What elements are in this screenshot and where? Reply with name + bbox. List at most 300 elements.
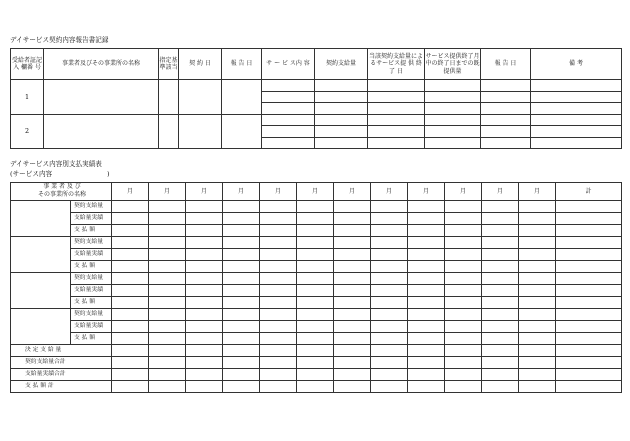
payment-row (11, 285, 622, 297)
cell[interactable] (481, 91, 531, 103)
cell[interactable] (112, 285, 149, 297)
cell[interactable] (556, 345, 622, 357)
cell[interactable] (371, 309, 408, 321)
cell[interactable] (334, 201, 371, 213)
section2-title: デイサービス内容別支払実績表 (10, 160, 102, 168)
row-label: 支 払 額 (71, 297, 112, 309)
cell[interactable] (112, 357, 149, 369)
cell[interactable] (260, 309, 297, 321)
cell[interactable] (371, 273, 408, 285)
header-service-content: サ ー ビ ス内 容 (262, 49, 315, 80)
cell[interactable] (260, 273, 297, 285)
cell[interactable] (297, 345, 334, 357)
header-contract-date: 契 約 日 (179, 49, 222, 80)
cell[interactable] (556, 297, 622, 309)
row-label: 支給量実績 (71, 285, 112, 297)
header-month: 月 (519, 183, 556, 201)
cell[interactable] (445, 345, 482, 357)
cell[interactable] (334, 381, 371, 393)
cell[interactable] (334, 321, 371, 333)
cell[interactable] (112, 309, 149, 321)
cell[interactable] (112, 345, 149, 357)
cell[interactable] (112, 261, 149, 273)
cell[interactable] (334, 225, 371, 237)
cell[interactable] (334, 297, 371, 309)
cell[interactable] (315, 137, 368, 149)
contract-report-header-row (11, 49, 622, 80)
footer-label: 契約支給量合計 (11, 357, 112, 369)
header-month: 月 (149, 183, 186, 201)
cell[interactable] (223, 225, 260, 237)
cell[interactable] (315, 103, 368, 115)
cell[interactable] (315, 114, 368, 126)
cell-report-date[interactable] (222, 80, 262, 115)
provider-name-cell[interactable] (11, 237, 71, 273)
cell[interactable] (445, 309, 482, 321)
cell[interactable] (445, 369, 482, 381)
contract-report-table (10, 48, 622, 149)
cell[interactable] (556, 249, 622, 261)
cell[interactable] (149, 225, 186, 237)
cell[interactable] (519, 297, 556, 309)
cell[interactable] (186, 345, 223, 357)
cell[interactable] (519, 369, 556, 381)
cell[interactable] (112, 213, 149, 225)
cell[interactable] (112, 225, 149, 237)
cell[interactable] (149, 297, 186, 309)
cell[interactable] (223, 213, 260, 225)
cell[interactable] (556, 213, 622, 225)
row-label: 支 払 額 (71, 333, 112, 345)
cell[interactable] (149, 381, 186, 393)
cell[interactable] (425, 91, 481, 103)
cell[interactable] (297, 357, 334, 369)
cell[interactable] (408, 381, 445, 393)
payment-row (11, 261, 622, 273)
cell[interactable] (149, 369, 186, 381)
cell[interactable] (149, 261, 186, 273)
row-label: 契約支給量 (71, 237, 112, 249)
cell[interactable] (186, 261, 223, 273)
cell[interactable] (425, 103, 481, 115)
cell[interactable] (223, 297, 260, 309)
cell[interactable] (482, 225, 519, 237)
cell[interactable] (425, 114, 481, 126)
cell[interactable] (112, 297, 149, 309)
cell[interactable] (260, 333, 297, 345)
cell[interactable] (368, 80, 425, 92)
cell[interactable] (223, 249, 260, 261)
cell[interactable] (371, 201, 408, 213)
cell[interactable] (425, 137, 481, 149)
cell[interactable] (519, 249, 556, 261)
header-already-provided: サービス提供終了月中の終了日までの既提供量 (425, 49, 481, 80)
cell[interactable] (481, 126, 531, 138)
cell[interactable] (445, 381, 482, 393)
cell[interactable] (556, 369, 622, 381)
cell[interactable] (368, 126, 425, 138)
cell[interactable] (334, 369, 371, 381)
footer-row (11, 369, 622, 381)
cell[interactable] (482, 213, 519, 225)
cell[interactable] (371, 357, 408, 369)
payment-row (11, 225, 622, 237)
cell[interactable] (482, 297, 519, 309)
cell[interactable] (260, 345, 297, 357)
cell[interactable] (425, 80, 481, 92)
cell[interactable] (334, 237, 371, 249)
cell-provider-name[interactable] (44, 114, 159, 149)
header-report-date: 報 告 日 (222, 49, 262, 80)
payment-row (11, 213, 622, 225)
cell[interactable] (556, 201, 622, 213)
cell[interactable] (408, 321, 445, 333)
cell[interactable] (260, 285, 297, 297)
cell[interactable] (334, 333, 371, 345)
cell[interactable] (297, 225, 334, 237)
payment-row (11, 273, 622, 285)
cell[interactable] (112, 381, 149, 393)
cell[interactable] (186, 381, 223, 393)
cell[interactable] (531, 103, 622, 115)
cell[interactable] (334, 309, 371, 321)
cell[interactable] (368, 137, 425, 149)
cell[interactable] (297, 309, 334, 321)
cell[interactable] (445, 297, 482, 309)
provider-name-cell[interactable] (11, 273, 71, 309)
cell[interactable] (112, 273, 149, 285)
header-total: 計 (556, 183, 622, 201)
cell[interactable] (297, 333, 334, 345)
cell[interactable] (149, 333, 186, 345)
cell[interactable] (334, 261, 371, 273)
cell[interactable] (262, 126, 315, 138)
cell[interactable] (260, 369, 297, 381)
cell[interactable] (149, 273, 186, 285)
cell[interactable] (371, 345, 408, 357)
cell[interactable] (531, 114, 622, 126)
header-month: 月 (260, 183, 297, 201)
cell[interactable] (262, 103, 315, 115)
cell[interactable] (260, 213, 297, 225)
contract-report-row (11, 80, 622, 92)
cell[interactable] (262, 80, 315, 92)
cell[interactable] (186, 273, 223, 285)
cell[interactable] (481, 137, 531, 149)
cell[interactable] (408, 237, 445, 249)
cell[interactable] (408, 297, 445, 309)
cell[interactable] (297, 273, 334, 285)
cell[interactable] (186, 333, 223, 345)
cell[interactable] (149, 237, 186, 249)
cell[interactable] (408, 309, 445, 321)
cell[interactable] (519, 381, 556, 393)
cell[interactable] (481, 80, 531, 92)
cell[interactable] (260, 225, 297, 237)
cell[interactable] (482, 237, 519, 249)
cell[interactable] (408, 213, 445, 225)
cell[interactable] (371, 213, 408, 225)
cell[interactable] (445, 321, 482, 333)
cell[interactable] (260, 321, 297, 333)
cell[interactable] (297, 285, 334, 297)
cell-designated-criteria[interactable] (159, 80, 179, 115)
payment-row (11, 237, 622, 249)
cell[interactable] (482, 333, 519, 345)
footer-label: 決 定 支 給 量 (11, 345, 112, 357)
cell[interactable] (297, 381, 334, 393)
cell-designated-criteria[interactable] (159, 114, 179, 149)
cell[interactable] (260, 381, 297, 393)
cell[interactable] (371, 249, 408, 261)
cell[interactable] (408, 273, 445, 285)
cell[interactable] (368, 91, 425, 103)
cell[interactable] (556, 321, 622, 333)
cell[interactable] (519, 333, 556, 345)
provider-name-cell[interactable] (11, 309, 71, 345)
header-month: 月 (186, 183, 223, 201)
cell[interactable] (260, 357, 297, 369)
cell[interactable] (482, 369, 519, 381)
cell[interactable] (112, 321, 149, 333)
cell[interactable] (186, 237, 223, 249)
header-month: 月 (371, 183, 408, 201)
cell[interactable] (262, 91, 315, 103)
cell[interactable] (112, 237, 149, 249)
cell[interactable] (371, 321, 408, 333)
cell[interactable] (408, 357, 445, 369)
cell[interactable] (556, 285, 622, 297)
cell[interactable] (371, 225, 408, 237)
cell[interactable] (556, 261, 622, 273)
cell[interactable] (149, 201, 186, 213)
header-month: 月 (297, 183, 334, 201)
cell[interactable] (297, 213, 334, 225)
cell[interactable] (297, 321, 334, 333)
cell[interactable] (223, 381, 260, 393)
cell[interactable] (445, 357, 482, 369)
cell[interactable] (186, 249, 223, 261)
cell[interactable] (408, 333, 445, 345)
provider-name-cell[interactable] (11, 201, 71, 237)
cell[interactable] (481, 103, 531, 115)
cell[interactable] (531, 91, 622, 103)
cell[interactable] (223, 237, 260, 249)
cell[interactable] (408, 201, 445, 213)
cell[interactable] (445, 237, 482, 249)
cell[interactable] (556, 309, 622, 321)
cell[interactable] (223, 273, 260, 285)
cell[interactable] (425, 126, 481, 138)
cell[interactable] (186, 213, 223, 225)
cell[interactable] (260, 249, 297, 261)
payment-row (11, 333, 622, 345)
cell[interactable] (334, 357, 371, 369)
cell[interactable] (260, 201, 297, 213)
cell[interactable] (368, 114, 425, 126)
payment-row (11, 309, 622, 321)
cell[interactable] (482, 357, 519, 369)
cell[interactable] (482, 261, 519, 273)
cell[interactable] (408, 249, 445, 261)
cell[interactable] (297, 261, 334, 273)
cell[interactable] (519, 225, 556, 237)
cell[interactable] (149, 249, 186, 261)
cell-contract-date[interactable] (179, 80, 222, 115)
cell[interactable] (112, 249, 149, 261)
cell[interactable] (519, 309, 556, 321)
cell[interactable] (334, 213, 371, 225)
cell[interactable] (531, 126, 622, 138)
cell[interactable] (371, 381, 408, 393)
cell[interactable] (482, 285, 519, 297)
payment-body (11, 201, 622, 393)
cell[interactable] (482, 381, 519, 393)
cell[interactable] (262, 137, 315, 149)
row-label: 契約支給量 (71, 309, 112, 321)
cell[interactable] (556, 237, 622, 249)
cell[interactable] (368, 103, 425, 115)
cell[interactable] (519, 261, 556, 273)
cell[interactable] (223, 333, 260, 345)
section1-title: デイサービス契約内容報告書記録 (10, 36, 109, 44)
cell[interactable] (260, 297, 297, 309)
cell[interactable] (481, 114, 531, 126)
cell[interactable] (315, 80, 368, 92)
cell[interactable] (297, 297, 334, 309)
cell[interactable] (519, 237, 556, 249)
cell[interactable] (445, 213, 482, 225)
cell[interactable] (531, 137, 622, 149)
cell[interactable] (149, 213, 186, 225)
cell[interactable] (223, 309, 260, 321)
cell-provider-name[interactable] (44, 80, 159, 115)
cell[interactable] (186, 357, 223, 369)
cell[interactable] (334, 345, 371, 357)
footer-label: 支 払 額 計 (11, 381, 112, 393)
cell[interactable] (297, 201, 334, 213)
cell[interactable] (556, 381, 622, 393)
row-label: 支給量実績 (71, 321, 112, 333)
header-designated-criteria: 指定基準該当 (159, 49, 179, 80)
cell[interactable] (408, 369, 445, 381)
cell[interactable] (371, 237, 408, 249)
cell[interactable] (482, 345, 519, 357)
cell[interactable] (371, 369, 408, 381)
cell[interactable] (186, 285, 223, 297)
cell[interactable] (186, 225, 223, 237)
cell[interactable] (482, 249, 519, 261)
cell[interactable] (556, 225, 622, 237)
cell[interactable] (334, 249, 371, 261)
cell[interactable] (223, 261, 260, 273)
cell[interactable] (408, 261, 445, 273)
cell[interactable] (519, 273, 556, 285)
cell[interactable] (408, 285, 445, 297)
cell-report-date[interactable] (222, 114, 262, 149)
cell[interactable] (371, 261, 408, 273)
cell[interactable] (186, 321, 223, 333)
cell[interactable] (315, 91, 368, 103)
cell[interactable] (223, 357, 260, 369)
cell[interactable] (149, 345, 186, 357)
section2-subtitle: (サービス内容 ) (10, 170, 110, 178)
cell[interactable] (482, 201, 519, 213)
cell[interactable] (445, 333, 482, 345)
cell[interactable] (186, 309, 223, 321)
cell[interactable] (371, 285, 408, 297)
cell[interactable] (260, 261, 297, 273)
cell[interactable] (408, 345, 445, 357)
cell[interactable] (112, 201, 149, 213)
cell[interactable] (556, 273, 622, 285)
cell[interactable] (297, 369, 334, 381)
cell[interactable] (223, 201, 260, 213)
cell[interactable] (223, 285, 260, 297)
cell[interactable] (482, 309, 519, 321)
cell[interactable] (445, 285, 482, 297)
cell[interactable] (297, 249, 334, 261)
cell[interactable] (186, 297, 223, 309)
cell[interactable] (519, 201, 556, 213)
header-recipient-number: 受給者証記 入 欄番 号 (11, 49, 44, 80)
cell[interactable] (482, 273, 519, 285)
cell[interactable] (149, 285, 186, 297)
cell[interactable] (149, 309, 186, 321)
cell-contract-date[interactable] (179, 114, 222, 149)
cell[interactable] (112, 333, 149, 345)
cell[interactable] (482, 321, 519, 333)
cell[interactable] (334, 273, 371, 285)
cell[interactable] (408, 225, 445, 237)
header-month: 月 (445, 183, 482, 201)
cell[interactable] (186, 201, 223, 213)
cell[interactable] (371, 333, 408, 345)
row-label: 支給量実績 (71, 213, 112, 225)
footer-label: 支給量実績合計 (11, 369, 112, 381)
cell[interactable] (519, 345, 556, 357)
cell[interactable] (519, 321, 556, 333)
header-month: 月 (334, 183, 371, 201)
cell[interactable] (186, 369, 223, 381)
cell[interactable] (223, 345, 260, 357)
cell[interactable] (445, 225, 482, 237)
cell[interactable] (519, 285, 556, 297)
cell[interactable] (445, 273, 482, 285)
cell[interactable] (149, 357, 186, 369)
cell[interactable] (334, 285, 371, 297)
cell[interactable] (262, 114, 315, 126)
cell[interactable] (223, 321, 260, 333)
row-label: 契約支給量 (71, 201, 112, 213)
cell[interactable] (297, 237, 334, 249)
cell[interactable] (519, 357, 556, 369)
cell[interactable] (556, 357, 622, 369)
cell[interactable] (445, 201, 482, 213)
cell[interactable] (445, 249, 482, 261)
row-label: 支 払 額 (71, 261, 112, 273)
cell[interactable] (112, 369, 149, 381)
cell[interactable] (315, 126, 368, 138)
cell[interactable] (371, 297, 408, 309)
cell[interactable] (223, 369, 260, 381)
cell[interactable] (149, 321, 186, 333)
cell[interactable] (445, 261, 482, 273)
cell[interactable] (531, 80, 622, 92)
cell[interactable] (519, 213, 556, 225)
cell[interactable] (260, 237, 297, 249)
cell[interactable] (556, 333, 622, 345)
